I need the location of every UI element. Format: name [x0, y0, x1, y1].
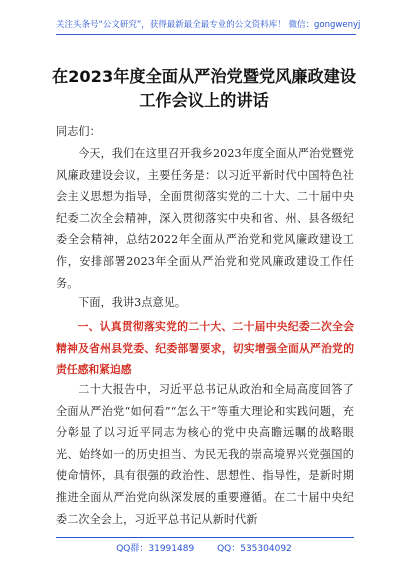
paragraph-intro: 今天，我们在这里召开我乡2023年度全面从严治党暨党风廉政建设会议，主要任务是：以习近平新时代中国特色社会主义思想为指导，全面贯彻落实党的二十大、二十届中央纪委二次全会精神，深入贯彻落实中央和省、州、县各级纪委全会精神，总结2022年全面从严治党和党风廉政建设工作，安排部署2023年全面从严治党和党风廉政建设工作任务。 [56, 147, 354, 290]
document-title: 在2023年度全面从严治党暨党风廉政建设工作会议上的讲话 [51, 67, 357, 110]
header-banner: 关注头条号“公文研究”，获得最新最全最专业的公文资料库！ 微信：gongwenyj [56, 18, 356, 35]
salutation: 同志们： [56, 125, 101, 138]
paragraph-outline: 下面，我讲3点意见。 [78, 296, 187, 309]
section-heading-1: 一、认真贯彻落实党的二十大、二十届中央纪委二次全会精神及省州县党委、纪委部署要求，切实增强全面从严治党的责任感和紧迫感 [56, 320, 354, 377]
footer-contact: QQ群：31991489 QQ：535304092 [116, 544, 292, 554]
footer-divider [56, 537, 354, 538]
paragraph-body: 二十大报告中，习近平总书记从政治和全局高度回答了全面从严治党“如何看”“怎么干”等重大理论和实践问题，充分彰显了以习近平同志为核心的党中央高瞻远瞩的战略眼光、始终如一的历史担当、为民无我的崇高境界兴党强国的使命情怀，具有很强的政治性、思想性、指导性，是新时期推进全面从严治党向纵深发展的重要遵循。在二十届中央纪委二次全会上，习近平总书记从新时代新 [56, 383, 354, 526]
